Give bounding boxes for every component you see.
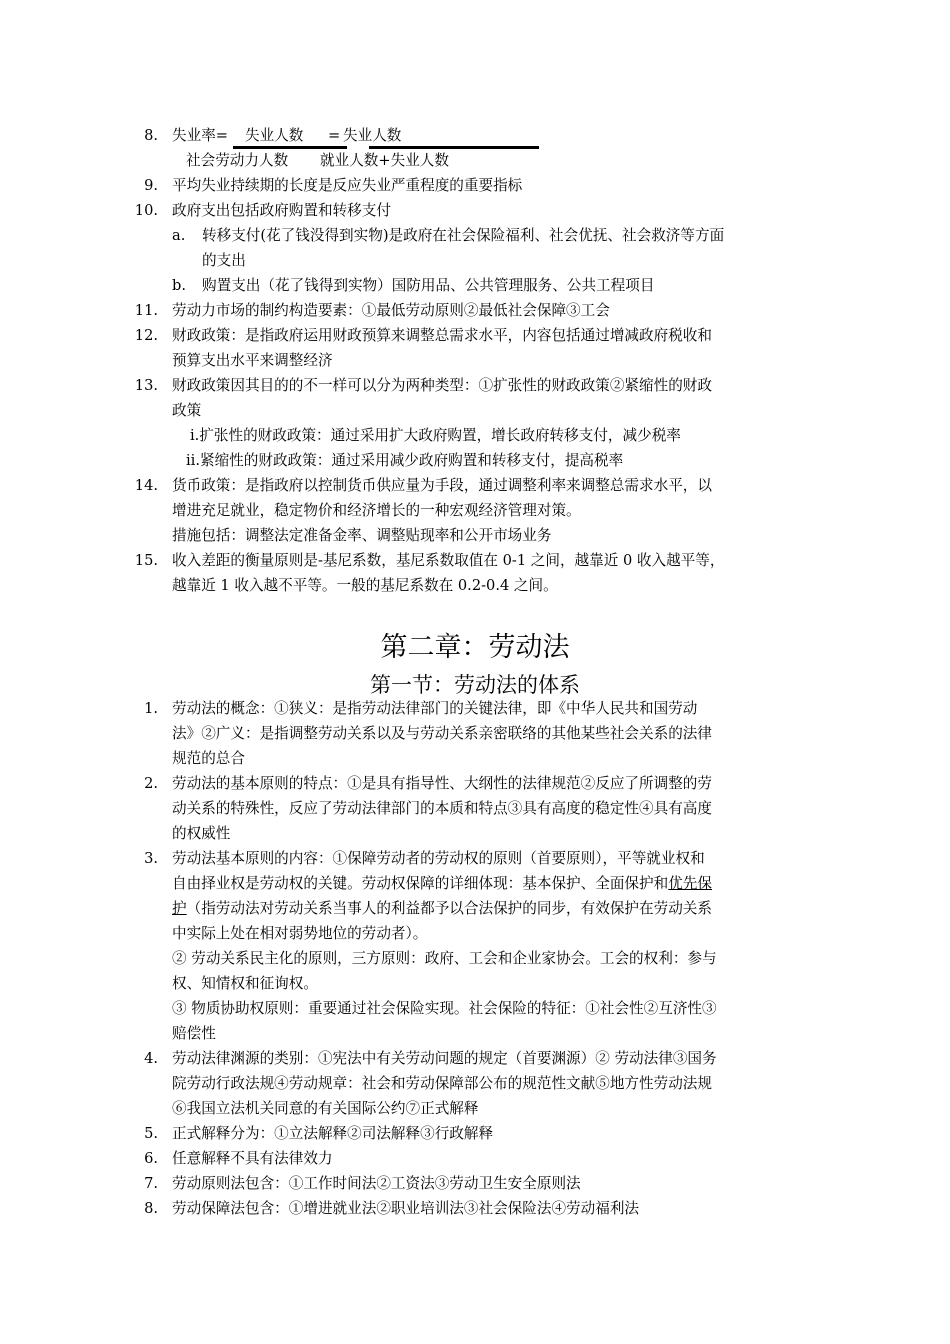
fraction-bar bbox=[233, 146, 347, 149]
formula-lead: 失业率= bbox=[172, 127, 229, 144]
list-item-text: 院劳动行政法规④劳动规章：社会和劳动保障部公布的规范性文献⑤地方性劳动法规 bbox=[172, 1075, 712, 1092]
formula-numerator-2: 失业人数 bbox=[343, 127, 402, 144]
list-item-text: 劳动法的基本原则的特点：①是具有指导性、大纲性的法律规范②反应了所调整的劳 bbox=[172, 775, 712, 792]
formula-denominator: 社会劳动力人数 bbox=[186, 152, 289, 169]
list-item-text: 的权威性 bbox=[172, 825, 231, 842]
list-number: 15. bbox=[134, 552, 158, 569]
sub-item-text: 购置支出（花了钱得到实物）国防用品、公共管理服务、公共工程项目 bbox=[202, 277, 655, 294]
sub-item-label: b. bbox=[172, 277, 186, 294]
list-item-text: 劳动保障法包含：①增进就业法②职业培训法③社会保险法④劳动福利法 bbox=[172, 1200, 640, 1217]
list-item-text: 越靠近 1 收入越不平等。一般的基尼系数在 0.2-0.4 之间。 bbox=[172, 577, 558, 594]
list-number: 10. bbox=[134, 202, 158, 219]
list-item-text: ② 劳动关系民主化的原则，三方原则：政府、工会和企业家协会。工会的权利：参与 bbox=[172, 950, 717, 967]
sub-item-text: ⅱ.紧缩性的财政政策：通过采用减少政府购置和转移支付，提高税率 bbox=[186, 452, 624, 469]
sub-item-text: 的支出 bbox=[202, 252, 246, 269]
list-item-text: 劳动力市场的制约构造要素：①最低劳动原则②最低社会保障③工会 bbox=[172, 302, 610, 319]
list-item-text: 权、知情权和征询权。 bbox=[172, 975, 318, 992]
list-item-text: 劳动法律渊源的类别：①宪法中有关劳动问题的规定（首要渊源）② 劳动法律③国务 bbox=[172, 1050, 717, 1067]
formula-equals: = bbox=[328, 127, 341, 144]
list-number: 8. bbox=[144, 1200, 158, 1217]
list-item-text: 赔偿性 bbox=[172, 1025, 216, 1042]
list-item-text: 财政政策因其目的的不一样可以分为两种类型：①扩张性的财政政策②紧缩性的财政 bbox=[172, 377, 712, 394]
list-number: 3. bbox=[144, 850, 158, 867]
list-item-text: 财政政策：是指政府运用财政预算来调整总需求水平，内容包括通过增减政府税收和 bbox=[172, 327, 712, 344]
list-number: 1. bbox=[144, 700, 158, 717]
list-number: 12. bbox=[134, 327, 158, 344]
list-item-text: 劳动法基本原则的内容：①保障劳动者的劳动权的原则（首要原则），平等就业权和 bbox=[172, 850, 705, 867]
list-item-text: 正式解释分为：①立法解释②司法解释③行政解释 bbox=[172, 1125, 494, 1142]
list-item-text-part: 自由择业权是劳动权的关键。劳动权保障的详细体现：基本保护、全面保护和 bbox=[172, 875, 669, 892]
fraction-bar-2 bbox=[369, 146, 539, 149]
sub-item-label: a. bbox=[172, 227, 186, 244]
list-item-text bbox=[172, 899, 712, 919]
list-item-text: 措施包括：调整法定准备金率、调整贴现率和公开市场业务 bbox=[172, 527, 552, 544]
underlined-term: 护 bbox=[172, 900, 187, 917]
sub-item-text: 转移支付(花了钱没得到实物)是政府在社会保险福利、社会优抚、社会救济等方面 bbox=[202, 227, 725, 244]
section-title: 第一节：劳动法的体系 bbox=[370, 673, 580, 697]
list-item-text: 规范的总合 bbox=[172, 750, 245, 767]
list-number: 7. bbox=[144, 1175, 158, 1192]
list-item-text: 预算支出水平来调整经济 bbox=[172, 352, 333, 369]
formula-denominator-2: 就业人数+失业人数 bbox=[320, 152, 449, 169]
list-item-text: 法》②广义：是指调整劳动关系以及与劳动关系亲密联络的其他某些社会关系的法律 bbox=[172, 725, 712, 742]
list-item-text: 劳动法的概念：①狭义：是指劳动法律部门的关键法律，即《中华人民共和国劳动 bbox=[172, 700, 698, 717]
list-item-text bbox=[172, 874, 712, 894]
list-number: 13. bbox=[134, 377, 158, 394]
list-item-text: 增进充足就业，稳定物价和经济增长的一种宏观经济管理对策。 bbox=[172, 502, 581, 519]
formula-numerator: 失业人数 bbox=[245, 127, 304, 144]
list-item-text: 收入差距的衡量原则是-基尼系数，基尼系数取值在 0-1 之间，越靠近 0 收入越平等， bbox=[172, 552, 725, 569]
list-number: 9. bbox=[144, 177, 158, 194]
list-number: 8. bbox=[144, 127, 158, 144]
list-item-text: 平均失业持续期的长度是反应失业严重程度的重要指标 bbox=[172, 177, 523, 194]
list-item-text: 任意解释不具有法律效力 bbox=[172, 1150, 333, 1167]
list-item-text: ⑥我国立法机关同意的有关国际公约⑦正式解释 bbox=[172, 1100, 479, 1117]
list-number: 5. bbox=[144, 1125, 158, 1142]
list-number: 2. bbox=[144, 775, 158, 792]
list-number: 4. bbox=[144, 1050, 158, 1067]
underlined-term: 优先保 bbox=[668, 875, 712, 892]
list-item-text: 政府支出包括政府购置和转移支付 bbox=[172, 202, 391, 219]
list-item-text: 动关系的特殊性，反应了劳动法律部门的本质和特点③具有高度的稳定性④具有高度 bbox=[172, 800, 712, 817]
list-item-text: 中实际上处在相对弱势地位的劳动者）。 bbox=[172, 925, 428, 942]
list-item-text: 货币政策：是指政府以控制货币供应量为手段，通过调整利率来调整总需求水平，以 bbox=[172, 477, 712, 494]
list-item-text: 劳动原则法包含：①工作时间法②工资法③劳动卫生安全原则法 bbox=[172, 1175, 581, 1192]
list-number: 11. bbox=[134, 302, 158, 319]
sub-item-text: ⅰ.扩张性的财政政策：通过采用扩大政府购置，增长政府转移支付，减少税率 bbox=[190, 427, 681, 444]
chapter-title: 第二章：劳动法 bbox=[380, 632, 570, 663]
list-item-text-part: （指劳动法对劳动关系当事人的利益都予以合法保护的同步，有效保护在劳动关系 bbox=[186, 900, 712, 917]
list-item-text: 政策 bbox=[172, 402, 202, 419]
list-number: 14. bbox=[134, 477, 158, 494]
list-number: 6. bbox=[144, 1150, 158, 1167]
list-item-text: ③ 物质协助权原则：重要通过社会保险实现。社会保险的特征：①社会性②互济性③ bbox=[172, 1000, 717, 1017]
